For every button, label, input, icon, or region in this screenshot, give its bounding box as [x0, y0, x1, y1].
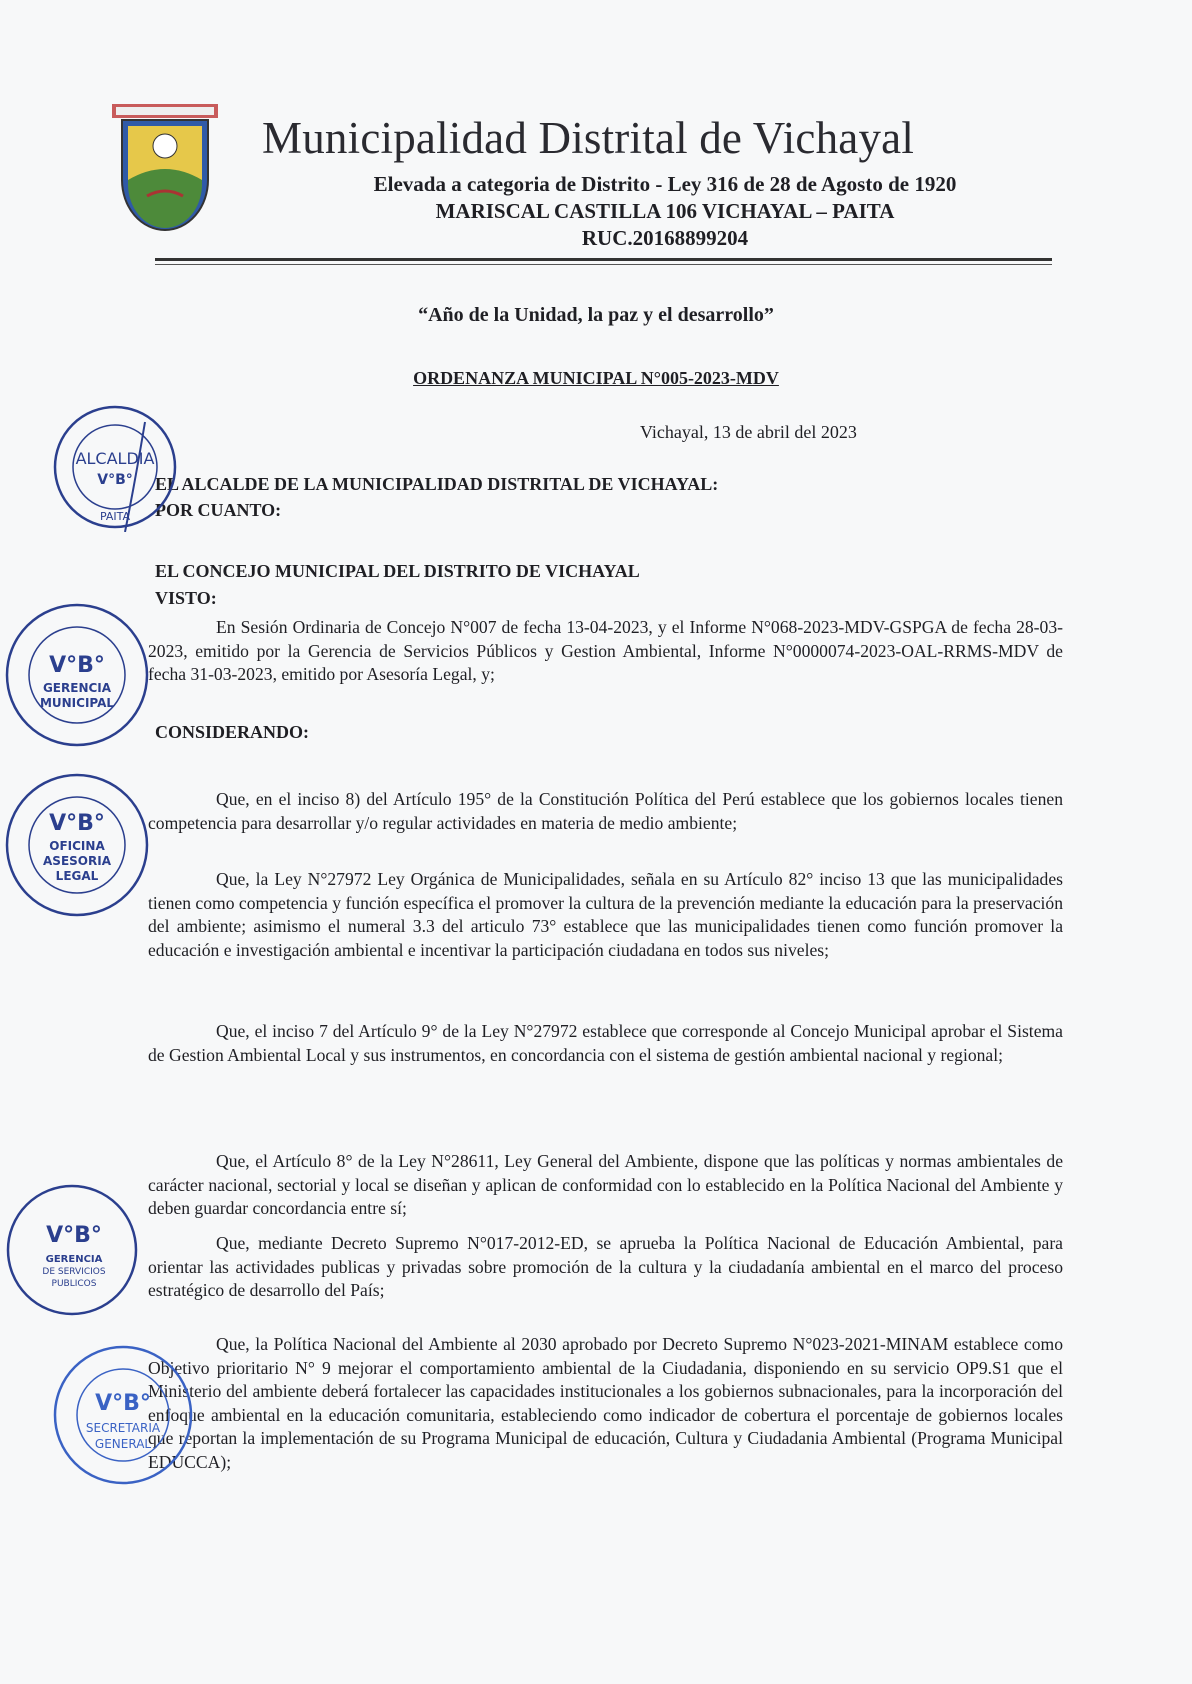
svg-text:MUNICIPAL: MUNICIPAL: [39, 696, 115, 710]
alcalde-heading: EL ALCALDE DE LA MUNICIPALIDAD DISTRITAL DE VICHAYAL:: [155, 474, 719, 494]
letterhead-line2: MARISCAL CASTILLA 106 VICHAYAL – PAITA: [435, 199, 895, 223]
svg-text:DE SERVICIOS: DE SERVICIOS: [42, 1267, 106, 1277]
letterhead-ruc: RUC.20168899204: [581, 226, 749, 250]
stamp-asesoria-legal: [2, 770, 152, 925]
svg-text:SECRETARIA: SECRETARIA: [85, 1421, 161, 1435]
svg-text:GENERAL: GENERAL: [94, 1437, 152, 1451]
svg-text:ALCALDIA: ALCALDIA: [75, 449, 155, 468]
svg-text:V°B°: V°B°: [95, 1391, 151, 1416]
ordinance-title: ORDENANZA MUNICIPAL N°005-2023-MDV: [413, 368, 779, 388]
svg-text:PUBLICOS: PUBLICOS: [51, 1279, 97, 1289]
year-motto: “Año de la Unidad, la paz y el desarrollo”: [418, 304, 774, 326]
svg-text:PAITA: PAITA: [99, 510, 131, 523]
stamp-alcaldia: [50, 402, 180, 537]
svg-text:V°B°: V°B°: [49, 653, 105, 678]
considerando-paragraph: Que, en el inciso 8) del Artículo 195° de la Constitución Política del Perú establece que los gobiernos locales tienen competencia para desarrollar y/o regular actividades en materia de medio ambiente;: [148, 789, 1063, 833]
svg-text:V°B°: V°B°: [97, 472, 133, 488]
considerando-paragraph: Que, el Artículo 8° de la Ley N°28611, Ley General del Ambiente, dispone que las políticas y normas ambientales de carácter nacional, sectorial y local se diseñan y aplican de conformidad con lo establecido en la Política Nacional del Ambiente y deben guardar concordancia entre sí;: [148, 1151, 1063, 1218]
svg-text:V°B°: V°B°: [46, 1223, 102, 1248]
letterhead-title: Municipalidad Distrital de Vichayal: [262, 113, 915, 163]
header-divider: [155, 258, 1052, 261]
header-divider-thin: [155, 264, 1052, 265]
stamp-gerencia-municipal: [2, 600, 152, 755]
considerando-paragraph: Que, la Ley N°27972 Ley Orgánica de Municipalidades, señala en su Artículo 82° inciso 13 que las municipalidades tienen como competencia y función específica el promover la cultura de la prevención mediante la educación para la preservación del ambiente; asimismo el numeral 3.3 del articulo 73° establece que las municipalidades tienen como función promover la educación e investigación ambiental e incentivar la participación ciudadana en todos sus niveles;: [148, 869, 1063, 960]
svg-text:V°B°: V°B°: [49, 811, 105, 836]
svg-text:GERENCIA: GERENCIA: [45, 1254, 103, 1265]
considerando-paragraph: Que, el inciso 7 del Artículo 9° de la Ley N°27972 establece que corresponde al Concejo Municipal aprobar el Sistema de Gestion Ambiental Local y sus instrumentos, en concordancia con el sistema de gestión ambiental nacional y regional;: [148, 1021, 1063, 1065]
considerando-heading: CONSIDERANDO:: [155, 722, 310, 742]
letterhead-line1: Elevada a categoria de Distrito - Ley 316 de 28 de Agosto de 1920: [373, 172, 957, 196]
svg-text:LEGAL: LEGAL: [55, 869, 99, 883]
considerando-paragraph: Que, la Política Nacional del Ambiente al 2030 aprobado por Decreto Supremo N°023-2021-MINAM establece como Objetivo prioritario N° 9 mejorar el comportamiento ambiental de la Ciudadania, disponiendo en su servicio OP9.S1 que el Ministerio del ambiente deberá fortalecer las capacidades institucionales a los gobiernos subnacionales, para la incorporación del enfoque ambiental en la educación comunitaria, estableciendo como indicador de cobertura el porcentaje de gobiernos locales que reportan la implementación de su Programa Municipal de educación, Cultura y Ciudadania Ambiental (Programa Municipal EDUCCA);: [148, 1334, 1063, 1472]
svg-text:OFICINA: OFICINA: [49, 839, 105, 853]
svg-text:GERENCIA: GERENCIA: [42, 681, 112, 695]
visto-paragraph: En Sesión Ordinaria de Concejo N°007 de fecha 13-04-2023, y el Informe N°068-2023-MDV-GSPGA de fecha 28-03-2023, emitido por la Gerencia de Servicios Públicos y Gestion Ambiental, Informe N°0000074-2023-OAL-RRMS-MDV de fecha 31-03-2023, emitido por Asesoría Legal, y;: [148, 617, 1063, 684]
document-date: Vichayal, 13 de abril del 2023: [640, 422, 857, 442]
svg-text:ASESORIA: ASESORIA: [43, 854, 111, 868]
por-cuanto-heading: POR CUANTO:: [155, 500, 282, 520]
stamp-secretaria-general: [48, 1340, 198, 1495]
municipal-logo: [102, 92, 228, 242]
concejo-heading: EL CONCEJO MUNICIPAL DEL DISTRITO DE VICHAYAL: [155, 561, 640, 581]
stamp-servicios-publicos: [2, 1180, 142, 1325]
considerando-paragraph: Que, mediante Decreto Supremo N°017-2012-ED, se aprueba la Política Nacional de Educación Ambiental, para orientar las actividades publicas y privadas sobre promoción de la cultura y la ciudadanía ambiental en el marco del proceso estratégico de desarrollo del País;: [148, 1233, 1063, 1300]
visto-heading: VISTO:: [155, 588, 217, 608]
